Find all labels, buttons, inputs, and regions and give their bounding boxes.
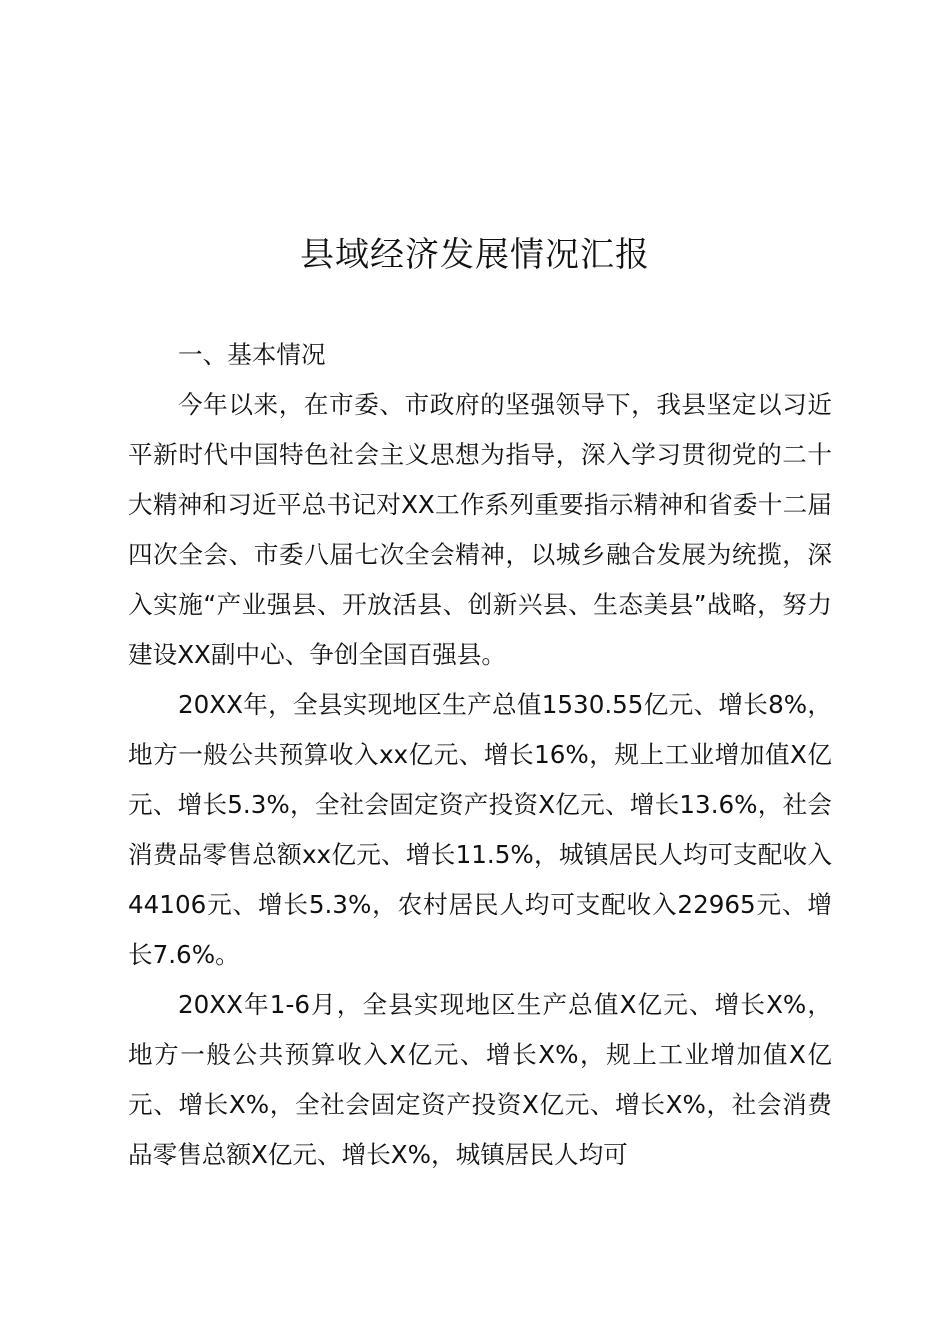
- paragraph-intro: 今年以来，在市委、市政府的坚强领导下，我县坚定以习近平新时代中国特色社会主义思想为指导，深入学习贯彻党的二十大精神和习近平总书记对XX工作系列重要指示精神和省委十二届四次全会、市委八届七次全会精神，以城乡融合发展为统揽，深入实施“产业强县、开放活县、创新兴县、生态美县”战略，努力建设XX副中心、争创全国百强县。: [128, 390, 832, 669]
- paragraph-half-year-stats: 20XX年1-6月，全县实现地区生产总值X亿元、增长X%，地方一般公共预算收入X亿元、增长X%，规上工业增加值X亿元、增长X%，全社会固定资产投资X亿元、增长X%，社会消费品零售总额X亿元、增长X%，城镇居民人均可: [128, 990, 832, 1169]
- section-heading: 一、基本情况: [178, 340, 326, 369]
- paragraph-annual-stats: 20XX年，全县实现地区生产总值1530.55亿元、增长8%，地方一般公共预算收入xx亿元、增长16%，规上工业增加值X亿元、增长5.3%，全社会固定资产投资X亿元、增长13.6%，社会消费品零售总额xx亿元、增长11.5%，城镇居民人均可支配收入44106元、增长5.3%，农村居民人均可支配收入22965元、增长7.6%。: [128, 690, 832, 969]
- document-title: 县域经济发展情况汇报: [300, 235, 650, 275]
- document-body: [128, 330, 832, 1180]
